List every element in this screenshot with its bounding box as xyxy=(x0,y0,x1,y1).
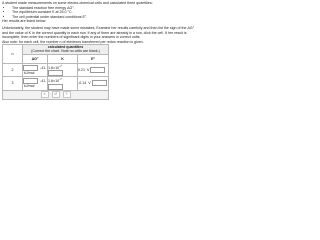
table-row xyxy=(3,64,109,77)
toolbar-cell xyxy=(3,90,109,99)
intro-line-2: Her results are listed below. xyxy=(2,19,47,24)
k-prefix: 1.6 xyxy=(48,66,53,71)
k-cell xyxy=(48,64,78,77)
intro-line-1: A student made measurements on some electro-chemical cells and calculated three quantities: xyxy=(2,1,153,5)
dg-cell xyxy=(23,77,48,90)
n-value: 3 xyxy=(3,77,23,90)
k-times: ×10 xyxy=(53,79,60,84)
quantity-item: • The standard reaction free energy ΔG°. xyxy=(12,6,198,11)
k-cell xyxy=(48,77,78,90)
k-prefix: 1.6 xyxy=(48,79,53,84)
table-row xyxy=(3,77,109,90)
undo-button[interactable]: ↺ xyxy=(52,91,60,98)
group-heading-note: (Correct the chart. Note no cells are blank.) xyxy=(31,48,100,53)
help-button[interactable]: ? xyxy=(63,91,71,98)
e-cell xyxy=(78,64,109,77)
n-column-header xyxy=(3,45,23,64)
intro-line-3: Also note: for each cell, the number n of electrons transferred per redox reaction is given. xyxy=(2,39,144,44)
e-input[interactable] xyxy=(92,80,107,86)
answer-toolbar xyxy=(3,90,109,99)
results-table xyxy=(2,44,109,100)
e-column-header: E° xyxy=(78,55,109,64)
problem-intro xyxy=(2,1,198,44)
e-value: 0.21 xyxy=(78,68,85,73)
n-value: 2 xyxy=(3,64,23,77)
e-unit: V xyxy=(87,68,90,73)
group-heading-title: calculated quantities xyxy=(47,44,84,49)
k-times: ×10 xyxy=(53,66,60,71)
close-button[interactable]: × xyxy=(41,91,49,98)
k-power: -7 xyxy=(59,64,62,69)
e-cell xyxy=(78,77,109,90)
dg-column-header: ΔG° xyxy=(23,55,48,64)
k-input[interactable] xyxy=(48,84,63,90)
k-input[interactable] xyxy=(48,70,63,76)
dg-unit: kJ/mol xyxy=(24,71,35,76)
k-power: -7 xyxy=(59,77,62,82)
e-input[interactable] xyxy=(90,67,105,73)
quantity-item: • The equilibrium constant K at 25.0 °C. xyxy=(12,10,198,15)
e-value: -0.14 xyxy=(78,81,87,86)
dg-value: -41. xyxy=(40,79,47,84)
dg-value: -41. xyxy=(40,66,47,71)
quantity-item: • The cell potential under standard conditions E°. xyxy=(12,15,198,20)
e-unit: V xyxy=(88,81,91,86)
n-label: n xyxy=(11,52,14,57)
dg-unit: kJ/mol xyxy=(24,84,35,89)
instructions-paragraph: Unfortunately, the student may have made some mistakes. Examine her results carefully and then list the sign of the ΔG° and the value of K in the correct quantity in each row. If any of them are already in a row, click the cell. If her result is incomplete, then enter the numbers of significant digits in your answers in correct units. xyxy=(2,25,195,40)
k-column-header: K xyxy=(48,55,78,64)
dg-cell xyxy=(23,64,48,77)
quantity-list xyxy=(2,6,198,20)
calculated-quantities-header xyxy=(23,45,109,55)
